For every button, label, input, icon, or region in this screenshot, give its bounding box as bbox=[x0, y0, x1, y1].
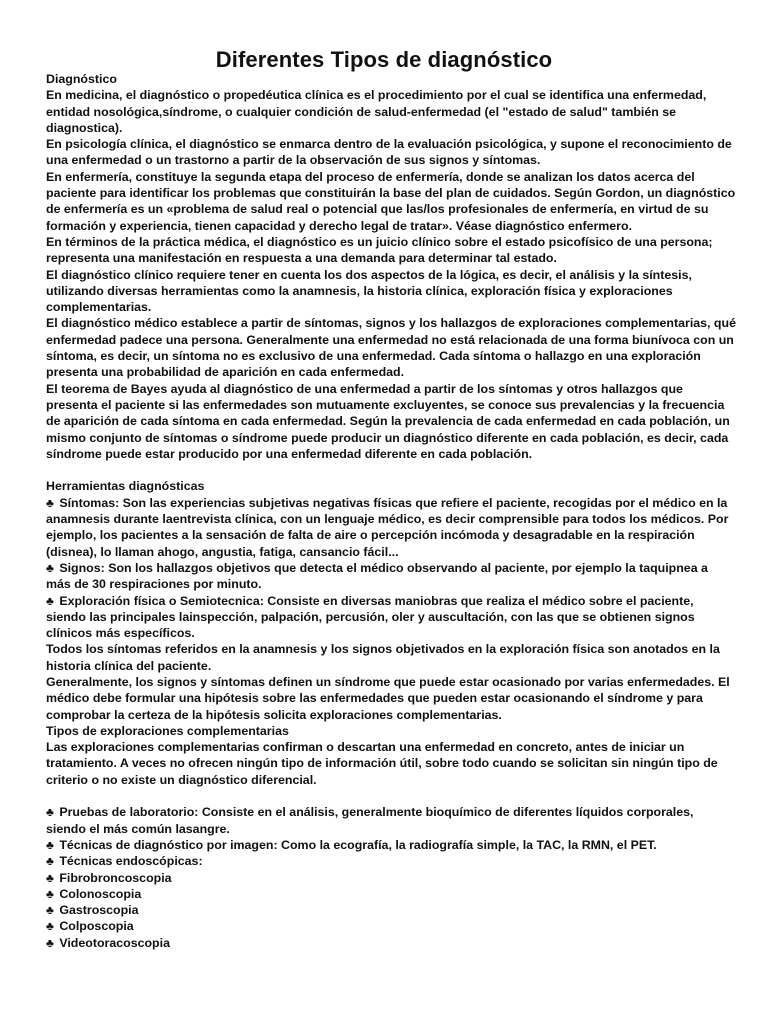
page-title: Diferentes Tipos de diagnóstico bbox=[215, 47, 553, 72]
tool-exploracion: Exploración física o Semiotecnica: Consiste en diversas maniobras que realiza el médico sobre el paciente, siendo las principales lainspección, palpación, percusión, oler y auscultación, con las que se obtienen signos clínicos más específicos. bbox=[46, 593, 695, 641]
club-bullet-icon: ♣ bbox=[46, 593, 54, 608]
list-item bbox=[46, 804, 736, 837]
list-item bbox=[46, 593, 736, 642]
club-bullet-icon: ♣ bbox=[46, 837, 54, 852]
tool-signos: Signos: Son los hallazgos objetivos que detecta el médico observando al paciente, por ejemplo la taquipnea a más de 30 respiraciones por minuto. bbox=[46, 560, 708, 592]
document-body bbox=[46, 71, 736, 951]
paragraph-teorema-bayes: El teorema de Bayes ayuda al diagnóstico de una enfermedad a partir de los síntomas y otros hallazgos que presenta el paciente si las enfermedades son mutuamente excluyentes, se conoce sus prevalencias y la frecuencia de aparición de cada síntoma en cada enfermedad. Según la prevalencia de cada enfermedad en cada población, un mismo conjunto de síntomas o síndrome puede producir un diagnóstico diferente en cada población, es decir, cada síndrome puede estar producido por una enfermedad diferente en cada población. bbox=[46, 381, 730, 461]
exam-colonoscopia: Colonoscopia bbox=[59, 886, 142, 901]
paragraph-diagnostico-clinico: El diagnóstico clínico requiere tener en cuenta los dos aspectos de la lógica, es decir, el análisis y la síntesis, utilizando diversas herramientas como la anamnesis, la historia clínica, exploración física y exploraciones complementarias. bbox=[46, 267, 692, 315]
tool-sintomas: Síntomas: Son las experiencias subjetivas negativas físicas que refiere el paciente, recogidas por el médico en la anamnesis durante laentrevista clínica, con un lenguaje médico, es decir comprensible para todos los médicos. Por ejemplo, los pacientes a la sensación de falta de aire o percepción incómoda y desagradable en la respiración (disnea), lo llaman ahogo, angustia, fatiga, cansancio fácil... bbox=[46, 495, 729, 559]
exam-imagen: Técnicas de diagnóstico por imagen: Como la ecografía, la radiografía simple, la TAC, la RMN, el PET. bbox=[59, 837, 657, 852]
paragraph-enfermeria: En enfermería, constituye la segunda etapa del proceso de enfermería, donde se analizan los datos acerca del paciente para identificar los problemas que constituirán la base del plan de cuidados. Según Gordon, un diagnóstico de enfermería es un «problema de salud real o potencial que las/los profesionales de enfermería, en virtud de su formación y experiencia, tienen capacidad y derecho legal de tratar». Véase diagnóstico enfermero. bbox=[46, 169, 736, 233]
paragraph-psicologia: En psicología clínica, el diagnóstico se enmarca dentro de la evaluación psicológica, y supone el reconocimiento de una enfermedad o un trastorno a partir de la observación de sus signos y síntomas. bbox=[46, 137, 732, 168]
exam-laboratorio: Pruebas de laboratorio: Consiste en el análisis, generalmente bioquímico de diferentes líquidos corporales, siendo el más común lasangre. bbox=[46, 805, 694, 836]
list-item bbox=[46, 853, 736, 869]
club-bullet-icon: ♣ bbox=[46, 805, 54, 820]
exam-videotoracoscopia: Videotoracoscopia bbox=[59, 935, 170, 950]
club-bullet-icon: ♣ bbox=[46, 935, 54, 950]
club-bullet-icon: ♣ bbox=[46, 886, 54, 901]
list-item bbox=[46, 837, 736, 853]
section-heading-exploraciones: Tipos de exploraciones complementarias bbox=[46, 723, 289, 738]
club-bullet-icon: ♣ bbox=[46, 854, 54, 869]
paragraph-diagnostico-medico: El diagnóstico médico establece a partir de síntomas, signos y los hallazgos de exploraciones complementarias, qué enfermedad padece una persona. Generalmente una enfermedad no está relacionada de una forma biunívoca con un síntoma, es decir, un síntoma no es exclusivo de una enfermedad. Cada síntoma o hallazgo en una exploración presenta una probabilidad de aparición en cada enfermedad. bbox=[46, 316, 736, 380]
paragraph-historia-clinica: Todos los síntomas referidos en la anamnesis y los signos objetivados en la exploración física son anotados en la historia clínica del paciente. bbox=[46, 642, 720, 673]
paragraph-sindrome: Generalmente, los signos y síntomas definen un síndrome que puede estar ocasionado por varias enfermedades. El médico debe formular una hipótesis sobre las enfermedades que pueden estar ocasionando el síndrome y para comprobar la certeza de la hipótesis solicita exploraciones complementarias. bbox=[46, 674, 730, 722]
list-item bbox=[46, 935, 736, 951]
club-bullet-icon: ♣ bbox=[46, 870, 54, 885]
list-item bbox=[46, 918, 736, 934]
list-item bbox=[46, 560, 736, 593]
list-item bbox=[46, 870, 736, 886]
exam-gastroscopia: Gastroscopia bbox=[59, 903, 139, 918]
club-bullet-icon: ♣ bbox=[46, 560, 54, 575]
paragraph-exploraciones: Las exploraciones complementarias confirman o descartan una enfermedad en concreto, antes de iniciar un tratamiento. A veces no ofrecen ningún tipo de información útil, sobre todo cuando se solicitan sin ningún tipo de criterio o no existe un diagnóstico diferencial. bbox=[46, 740, 718, 787]
section-heading-herramientas: Herramientas diagnósticas bbox=[46, 479, 205, 494]
spacer bbox=[46, 462, 736, 478]
spacer bbox=[46, 788, 736, 804]
list-item bbox=[46, 886, 736, 902]
club-bullet-icon: ♣ bbox=[46, 495, 54, 510]
list-item bbox=[46, 902, 736, 918]
paragraph-medicina: En medicina, el diagnóstico o propedéutica clínica es el procedimiento por el cual se identifica una enfermedad, entidad nosológica,síndrome, o cualquier condición de salud-enfermedad (el "estado de salud" también se diagnostica). bbox=[46, 88, 707, 135]
exam-colposcopia: Colposcopia bbox=[59, 919, 134, 934]
list-item bbox=[46, 495, 736, 560]
exam-endoscopicas: Técnicas endoscópicas: bbox=[59, 854, 203, 869]
exam-fibrobroncoscopia: Fibrobroncoscopia bbox=[59, 870, 172, 885]
paragraph-practica-medica: En términos de la práctica médica, el diagnóstico es un juicio clínico sobre el estado psicofísico de una persona; representa una manifestación en respuesta a una demanda para determinar tal estado. bbox=[46, 234, 713, 266]
section-heading-diagnostico: Diagnóstico bbox=[46, 72, 117, 86]
club-bullet-icon: ♣ bbox=[46, 919, 54, 934]
club-bullet-icon: ♣ bbox=[46, 903, 54, 918]
